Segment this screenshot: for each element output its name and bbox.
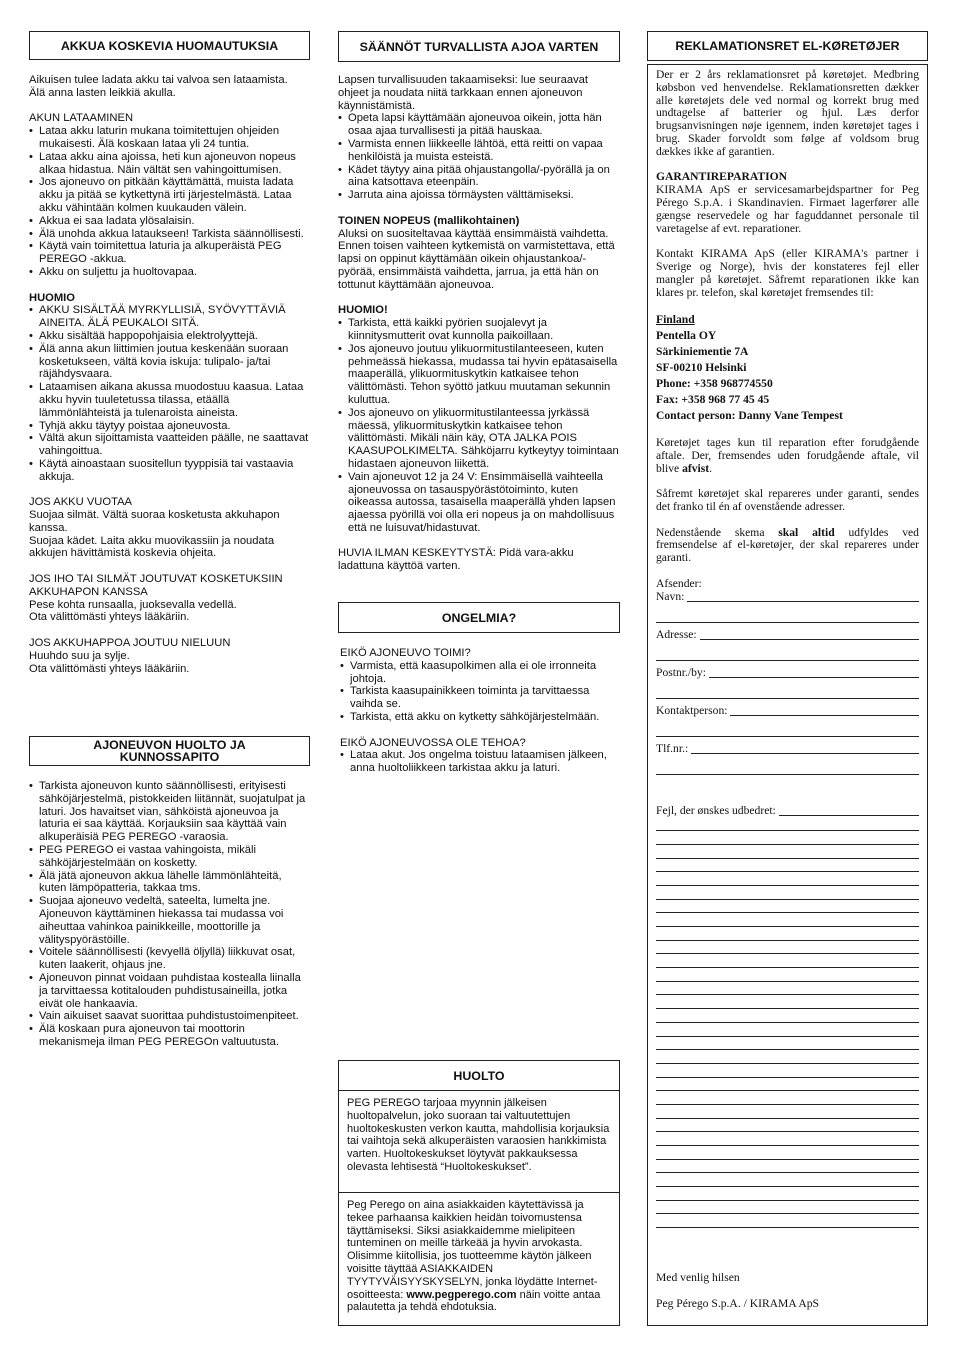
country: Finland	[656, 313, 695, 327]
swallow-text: Huuhdo suu ja sylje.	[29, 649, 130, 662]
service-box	[338, 1060, 620, 1326]
agreement-text: Køretøjet tages kun til reparation efter forudgående aftale. Der, fremsendes uden forudgående aftale, vil blive afvist.	[656, 435, 919, 475]
list-item: • Tarkista, että kaikki pyörien suojalevyt ja kiinnitysmutterit ovat kunnolla paikoillaan.	[338, 317, 620, 343]
list-item: • Voitele säännöllisesti (kevyellä öljyllä) liikkuvat osat, kuten laakerit, ohjaus jne.	[29, 946, 311, 972]
skin-text: Ota välittömästi yhteys lääkäriin.	[29, 611, 190, 624]
service-heading: HUOLTO	[339, 1061, 619, 1091]
swallow-title: JOS AKKUHAPPOA JOUTUU NIELUUN	[29, 637, 231, 650]
fault-lines[interactable]	[656, 818, 919, 1229]
survey-text: Peg Perego on aina asiakkaiden käytettävissä ja tekee parhaansa kaikkien heidän toivomustensa täyttämiseksi. Siksi asiakkaidemme mielipiteen tunteminen on meille tärkeää ja hyvin arvokasta. Olisimme kiitollisia, jos tuotteemme käytön jälkeen voisitte täyttää ASIAKKAIDEN TYYTYVÄISYYSKYSELYN, jonka löydätte Internet-osoitteesta: www.pegperego.com näin voitte antaa palautetta ja tehdä ehdotuksia.	[347, 1199, 601, 1314]
battery-section	[29, 74, 311, 675]
list-item: • Kädet täytyy aina pitää ohjaustangolla/-pyörällä ja on aina katsottava eteenpäin.	[338, 164, 620, 190]
list-item: • Lataa akku aina ajoissa, heti kun ajoneuvon nopeus alkaa hidastua. Näin vältät sen vahingoittumisen.	[29, 151, 311, 177]
address-field[interactable]: Adresse:	[656, 623, 919, 642]
writing-line[interactable]	[656, 1050, 919, 1064]
list-item: • Varmista, että kaasupolkimen alla ei ole irronneita johtoja.	[340, 660, 620, 686]
shipping-text: Såfremt køretøjet skal repareres under garanti, sendes det franko til én af ovenstående adresser.	[656, 487, 919, 513]
battery-heading: AKKUA KOSKEVIA HUOMAUTUKSIA	[29, 31, 310, 60]
writing-line[interactable]	[656, 968, 919, 982]
list-item: • Jos ajoneuvo on pitkään käyttämättä, muista ladata akku ja pitää se kytkettynä irti järjestelmästä. Lataa akku vähintään kolmen kuukauden välein.	[29, 176, 311, 214]
writing-line[interactable]	[656, 845, 919, 859]
writing-line[interactable]	[656, 1105, 919, 1119]
maintenance-heading: AJONEUVON HUOLTO JA KUNNOSSAPITO	[29, 736, 310, 766]
list-item: • Älä jätä ajoneuvon akkua lähelle lämmönlähteitä, kuten lämpöpatteria, takkaa tms.	[29, 870, 311, 896]
writing-line[interactable]	[656, 1214, 919, 1228]
warranty-text: Der er 2 års reklamationsret på køretøjet. Medbring købsbon ved henvendelse. Reklamationsretten dækker alle køretøjets dele ved normal og korrekt brug med undtagelse af batterier og hjul. Læs derfor brugsanvisningen nøje igennem, inden køretøjet tages i brug. Skader forvoldt som følge af voldsom brug dækkes ikke af garantien.	[656, 68, 919, 158]
writing-line[interactable]	[656, 995, 919, 1009]
list-item: • Akku on suljettu ja huoltovapaa.	[29, 266, 311, 279]
safety-rules	[338, 112, 620, 202]
battery-intro: Aikuisen tulee ladata akku tai valvoa sen lataamista. Älä anna lasten leikkiä akulla.	[29, 74, 288, 99]
leak-title: JOS AKKU VUOTAA	[29, 496, 132, 509]
second-speed-title: TOINEN NOPEUS (mallikohtainen)	[338, 214, 520, 227]
writing-line[interactable]	[656, 1091, 919, 1105]
list-item: • Käytä ainoastaan suositellun tyyppisiä tai vastaavia akkuja.	[29, 458, 311, 484]
list-item: • Älä anna akun liittimien joutua keskenään suoraan kosketukseen, vältä kovia iskuja: tulipalo- ja/tai räjähdysvaara.	[29, 343, 311, 381]
problem-list	[340, 749, 620, 775]
writing-line[interactable]	[656, 1037, 919, 1051]
list-item: • Käytä vain toimitettua laturia ja alkuperäistä PEG PEREGO -akkua.	[29, 240, 311, 266]
writing-line[interactable]	[656, 1009, 919, 1023]
list-item: • Suojaa ajoneuvo vedeltä, sateelta, lumelta jne. Ajoneuvon käyttäminen hiekassa tai mudassa voi aiheuttaa vahinkoa painikkeille, moottorille ja välityspyörästöille.	[29, 895, 311, 946]
list-item: • Jarruta aina ajoissa törmäysten välttämiseksi.	[338, 189, 620, 202]
list-item: • PEG PEREGO ei vastaa vahingoista, mikäli sähköjärjestelmään on kosketty.	[29, 844, 311, 870]
guarantee-text: KIRAMA ApS er servicesamarbejdspartner for Peg Pérego S.p.A. i Skandinavien. Firmaet lagerfører alle gængse reservedele og har faguddannet personale til varetagelse af evt. reparationer.	[656, 183, 919, 235]
second-speed-text: Aluksi on suositeltavaa käyttää ensimmäistä vaihdetta. Ennen toisen vaihteen kytkemistä on varmistettava, että lapsi on oppinut käyttämään oikein ohjaustankoa/-pyörää, ensimmäistä vaihdetta, jarrua, ja että hän on tottunut käyttämään ajoneuvoa.	[338, 227, 615, 291]
writing-line[interactable]	[656, 831, 919, 845]
warranty-heading: REKLAMATIONSRET EL-KØRETØJER	[647, 31, 928, 61]
safety-heading: SÄÄNNÖT TURVALLISTA AJOA VARTEN	[338, 31, 620, 62]
safety-intro: Lapsen turvallisuuden takaamiseksi: lue seuraavat ohjeet ja noudata niitä tarkkaan ennen ajoneuvon käynnistämistä.	[338, 74, 588, 112]
writing-line[interactable]	[656, 1160, 919, 1174]
writing-line[interactable]	[656, 859, 919, 873]
list-item: • Vain ajoneuvot 12 ja 24 V: Ensimmäisellä vaihteella ajoneuvossa on tasauspyörästötoiminto, kuten oikeassa autossa, tasaisella maaperällä yhden lapsen ajaessa pyörillä voi olla eri nopeus ja on mahdollisuus että ne luisuvat/hidastuvat.	[338, 471, 620, 535]
problems-heading: ONGELMIA?	[338, 602, 620, 633]
list-item: • Varmista ennen liikkeelle lähtöä, että reitti on vapaa henkilöistä ja muista esteistä.	[338, 138, 620, 164]
writing-line[interactable]	[656, 1064, 919, 1078]
writing-line[interactable]	[656, 886, 919, 900]
problem-list	[340, 660, 620, 724]
list-item: • Tyhjä akku täytyy poistaa ajoneuvosta.	[29, 420, 311, 433]
sender-form	[656, 578, 919, 1228]
writing-line[interactable]	[656, 941, 919, 955]
warning-title: HUOMIO	[29, 291, 75, 304]
list-item: • Tarkista kaasupainikkeen toiminta ja tarvittaessa vaihda se.	[340, 685, 620, 711]
website-link[interactable]: www.pegperego.com	[406, 1288, 517, 1301]
form-instruction: Nedenstående skema skal altid udfyldes ved fremsendelse af el-køretøjer, der skal repareres under garanti.	[656, 525, 919, 565]
writing-line[interactable]	[656, 1173, 919, 1187]
list-item: • Akkua ei saa ladata ylösalaisin.	[29, 215, 311, 228]
guarantee-title: GARANTIREPARATION	[656, 170, 787, 184]
list-item: • Vain aikuiset saavat suorittaa puhdistustoimenpiteet.	[29, 1010, 311, 1023]
problem-title: EIKÖ AJONEUVO TOIMI?	[340, 647, 471, 659]
writing-line[interactable]	[656, 1201, 919, 1215]
note-title: HUOMIO!	[338, 304, 388, 317]
list-item: • Jos ajoneuvo on ylikuormitustilanteessa jyrkässä mäessä, ylikuormituskytkin katkaisee tehon välittömästi. Mikäli näin käy, OTA JALKA POIS KAASUPOLKIMELTA. Sähköjarru kytkeytyy toimintaan hidastaen ajoneuvon liikettä.	[338, 407, 620, 471]
list-item: • Tarkista, että akku on kytketty sähköjärjestelmään.	[340, 711, 620, 724]
warning-list	[29, 304, 311, 483]
problem-title: EIKÖ AJONEUVOSSA OLE TEHOA?	[340, 736, 526, 749]
spare-battery-tip: HUVIA ILMAN KESKEYTYSTÄ: Pidä vara-akku ladattuna käyttöä varten.	[338, 547, 574, 573]
leak-text: Suojaa silmät. Vältä suoraa kosketusta akkuhapon kanssa.	[29, 509, 280, 534]
writing-line[interactable]	[656, 1078, 919, 1092]
writing-line[interactable]	[656, 954, 919, 968]
writing-line[interactable]	[656, 1119, 919, 1133]
list-item: • Älä unohda akkua lataukseen! Tarkista säännöllisesti.	[29, 228, 311, 241]
list-item: • Ajoneuvon pinnat voidaan puhdistaa kostealla liinalla ja tarvittaessa kotitalouden puhdistusaineilla, jotka eivät ole hankaavia.	[29, 972, 311, 1010]
list-item: • Vältä akun sijoittamista vaatteiden päälle, ne saattavat vahingoittua.	[29, 432, 311, 458]
writing-line[interactable]	[656, 872, 919, 886]
writing-line[interactable]	[656, 1132, 919, 1146]
charging-title: AKUN LATAAMINEN	[29, 112, 134, 125]
list-item: • Jos ajoneuvo joutuu ylikuormitustilanteeseen, kuten pehmeässä hiekassa, mudassa tai hyvin epätasaisella maaperällä, ylikuormituskytkin katkaisee tehon välittömästi. Tehon syöttö jatkuu muutaman sekunnin kuluttua.	[338, 343, 620, 407]
maintenance-list	[29, 780, 311, 1049]
list-item: • Tarkista ajoneuvon kunto säännöllisesti, erityisesti sähköjärjestelmä, pistokkeiden liitännät, suojatulpat ja laturi. Jos havaitset vian, sähköistä ajoneuvoa ja laturia ei saa käyttää. Korjauksiin saa käyttää vain alkuperäisiä PEG PEREGO -varaosia.	[29, 780, 311, 844]
leak-text: Suojaa kädet. Laita akku muovikassiin ja noudata akkujen hävittämistä koskevia ohjeita.	[29, 534, 275, 560]
list-item: • Lataa akut. Jos ongelma toistuu lataamisen jälkeen, anna huoltoliikkeen tarkistaa akku ja laturi.	[340, 749, 620, 775]
safety-section	[338, 74, 620, 573]
list-item: • Lataa akku laturin mukana toimitettujen ohjeiden mukaisesti. Älä koskaan lataa yli 24 tuntia.	[29, 125, 311, 151]
writing-line[interactable]	[656, 1023, 919, 1037]
swallow-text: Ota välittömästi yhteys lääkäriin.	[29, 662, 190, 675]
list-item: • Opeta lapsi käyttämään ajoneuvoa oikein, jotta hän osaa ajaa turvallisesti ja pitää hauskaa.	[338, 112, 620, 138]
writing-line[interactable]	[656, 927, 919, 941]
sender-label: Afsender:	[656, 576, 702, 590]
service-text: PEG PEREGO tarjoaa myynnin jälkeisen huoltopalvelun, joko suoraan tai valtuutettujen huoltokeskusten verkon kautta, mahdollisia korjauksia tai vaihtoja sekä alkuperäisten varaosien hankkimista varten. Huoltokeskukset löytyvät pakkauksessa olevasta lehtisestä “Huoltokeskukset”.	[347, 1097, 610, 1173]
name-field[interactable]: Navn:	[656, 591, 919, 604]
writing-line[interactable]	[656, 818, 919, 832]
list-item: • Lataamisen aikana akussa muodostuu kaasua. Lataa akku hyvin tuuletetussa tilassa, etäällä lämmönlähteistä ja tulenaroista aineista.	[29, 381, 311, 419]
warranty-box	[647, 64, 928, 1326]
fault-field[interactable]: Fejl, der ønskes udbedret:	[656, 799, 919, 818]
writing-line[interactable]	[656, 982, 919, 996]
skin-title: JOS IHO TAI SILMÄT JOUTUVAT KOSKETUKSIIN AKKUHAPON KANSSA	[29, 573, 283, 598]
service-address: Finland Pentella OY Särkiniementie 7A SF-00210 Helsinki Phone: +358 968774550 Fax: +358 968 77 45 45 Contact person: Danny Vane Tempest	[656, 312, 919, 424]
list-item: • AKKU SISÄLTÄÄ MYRKYLLISIÄ, SYÖVYTTÄVIÄ AINEITA. ÄLÄ PEUKALOI SITÄ.	[29, 304, 311, 330]
writing-line[interactable]	[656, 1146, 919, 1160]
skin-text: Pese kohta runsaalla, juoksevalla vedellä.	[29, 598, 237, 611]
writing-line[interactable]	[656, 900, 919, 914]
charging-list	[29, 125, 311, 279]
contact-person-field[interactable]: Kontaktperson:	[656, 699, 919, 718]
writing-line[interactable]	[656, 913, 919, 927]
list-item: • Älä koskaan pura ajoneuvon tai moottorin mekanismeja ilman PEG PEREGOn valtuutusta.	[29, 1023, 311, 1049]
contact-text: Kontakt KIRAMA ApS (eller KIRAMA's partner i Sverige og Norge), hvis der konstateres fejl eller mangler på køretøjet. Såfremt reparationen ikke kan klares pr. telefon, skal køretøjet fremsendes til:	[656, 247, 919, 299]
postal-field[interactable]: Postnr./by:	[656, 661, 919, 680]
signature: Peg Pérego S.p.A. / KIRAMA ApS	[656, 1296, 819, 1310]
problems-section	[340, 647, 620, 775]
phone-field[interactable]: Tlf.nr.:	[656, 737, 919, 756]
closing: Med venlig hilsen	[656, 1271, 740, 1284]
list-item: • Akku sisältää happopohjaisia elektrolyyttejä.	[29, 330, 311, 343]
note-list	[338, 317, 620, 535]
writing-line[interactable]	[656, 1187, 919, 1201]
